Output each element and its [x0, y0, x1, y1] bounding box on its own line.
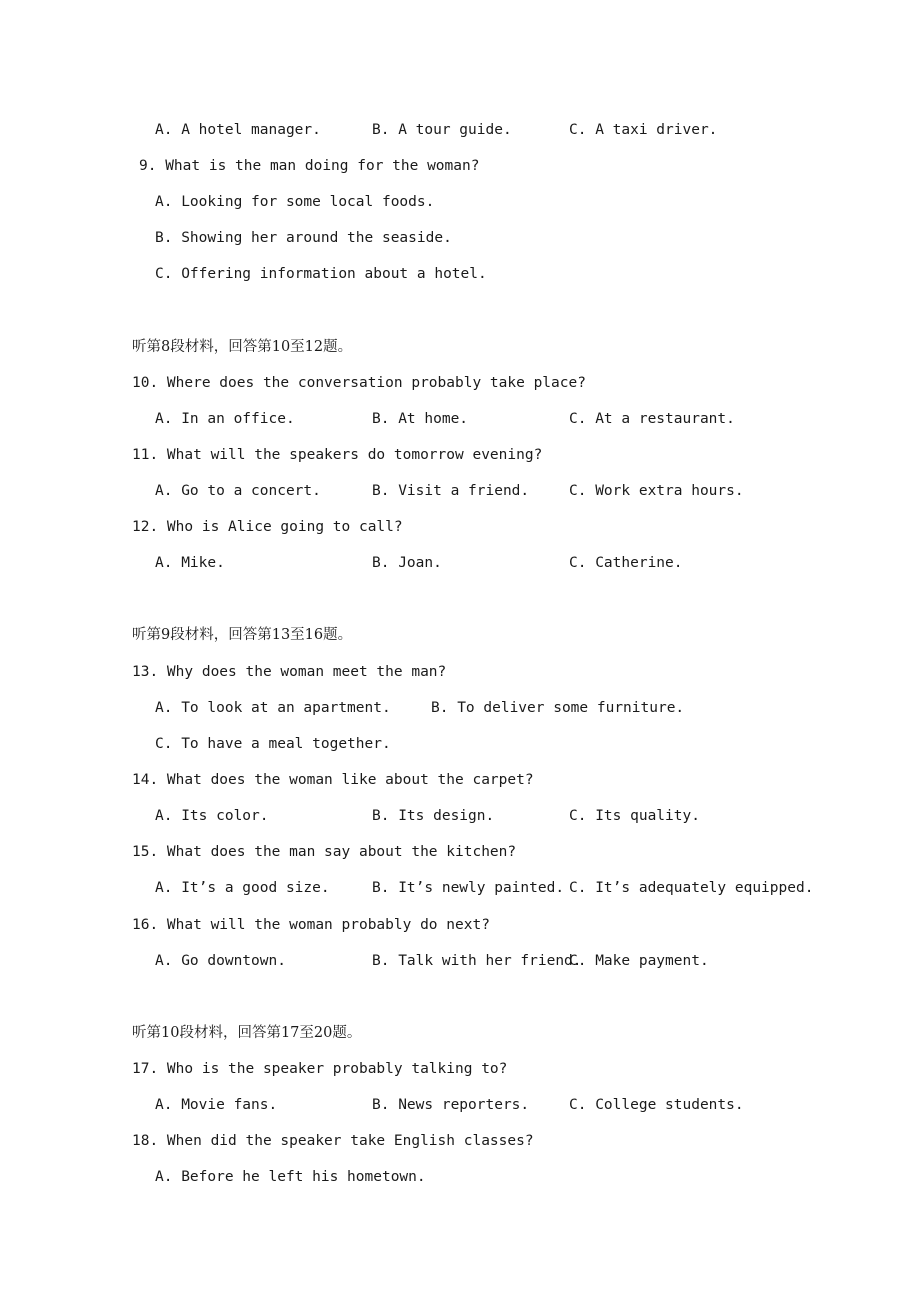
q13-question: 13. Why does the woman meet the man?: [132, 664, 447, 680]
q10-option-a: A. In an office.: [155, 411, 295, 427]
q13-option-c: C. To have a meal together.: [155, 736, 391, 752]
q17-option-a: A. Movie fans.: [155, 1097, 278, 1113]
q16-option-c: C. Make payment.: [569, 953, 709, 969]
q17-option-b: B. News reporters.: [372, 1097, 530, 1113]
q14-question: 14. What does the woman like about the carpet?: [132, 772, 534, 788]
q17-option-c: C. College students.: [569, 1097, 744, 1113]
q9-option-a: A. Looking for some local foods.: [155, 194, 435, 210]
q18-option-a: A. Before he left his hometown.: [155, 1169, 426, 1185]
q14-option-b: B. Its design.: [372, 808, 495, 824]
q9-question: 9. What is the man doing for the woman?: [139, 158, 480, 174]
q16-option-a: A. Go downtown.: [155, 953, 286, 969]
section-heading-8: 听第8段材料，回答第10至12题。: [132, 339, 353, 355]
q11-option-c: C. Work extra hours.: [569, 483, 744, 499]
q9-option-c: C. Offering information about a hotel.: [155, 266, 487, 282]
q12-question: 12. Who is Alice going to call?: [132, 519, 403, 535]
q8-option-b: B. A tour guide.: [372, 122, 512, 138]
q12-option-b: B. Joan.: [372, 555, 442, 571]
q14-option-c: C. Its quality.: [569, 808, 700, 824]
q11-option-b: B. Visit a friend.: [372, 483, 530, 499]
q14-option-a: A. Its color.: [155, 808, 269, 824]
q16-option-b: B. Talk with her friend.: [372, 953, 582, 969]
q11-question: 11. What will the speakers do tomorrow evening?: [132, 447, 543, 463]
q13-option-b: B. To deliver some furniture.: [431, 700, 685, 716]
q16-question: 16. What will the woman probably do next?: [132, 917, 490, 933]
q12-option-a: A. Mike.: [155, 555, 225, 571]
q15-option-b: B. It’s newly painted.: [372, 880, 565, 896]
q15-question: 15. What does the man say about the kitchen?: [132, 844, 517, 860]
q17-question: 17. Who is the speaker probably talking to?: [132, 1061, 508, 1077]
q10-question: 10. Where does the conversation probably take place?: [132, 375, 586, 391]
q10-option-c: C. At a restaurant.: [569, 411, 735, 427]
q12-option-c: C. Catherine.: [569, 555, 683, 571]
q13-option-a: A. To look at an apartment.: [155, 700, 391, 716]
q9-option-b: B. Showing her around the seaside.: [155, 230, 452, 246]
q8-option-c: C. A taxi driver.: [569, 122, 718, 138]
q11-option-a: A. Go to a concert.: [155, 483, 321, 499]
q15-option-a: A. It’s a good size.: [155, 880, 330, 896]
q15-option-c: C. It’s adequately equipped.: [569, 880, 814, 896]
section-heading-9: 听第9段材料，回答第13至16题。: [132, 627, 353, 643]
q10-option-b: B. At home.: [372, 411, 469, 427]
section-heading-10: 听第10段材料，回答第17至20题。: [132, 1025, 362, 1041]
q8-option-a: A. A hotel manager.: [155, 122, 321, 138]
q18-question: 18. When did the speaker take English classes?: [132, 1133, 534, 1149]
